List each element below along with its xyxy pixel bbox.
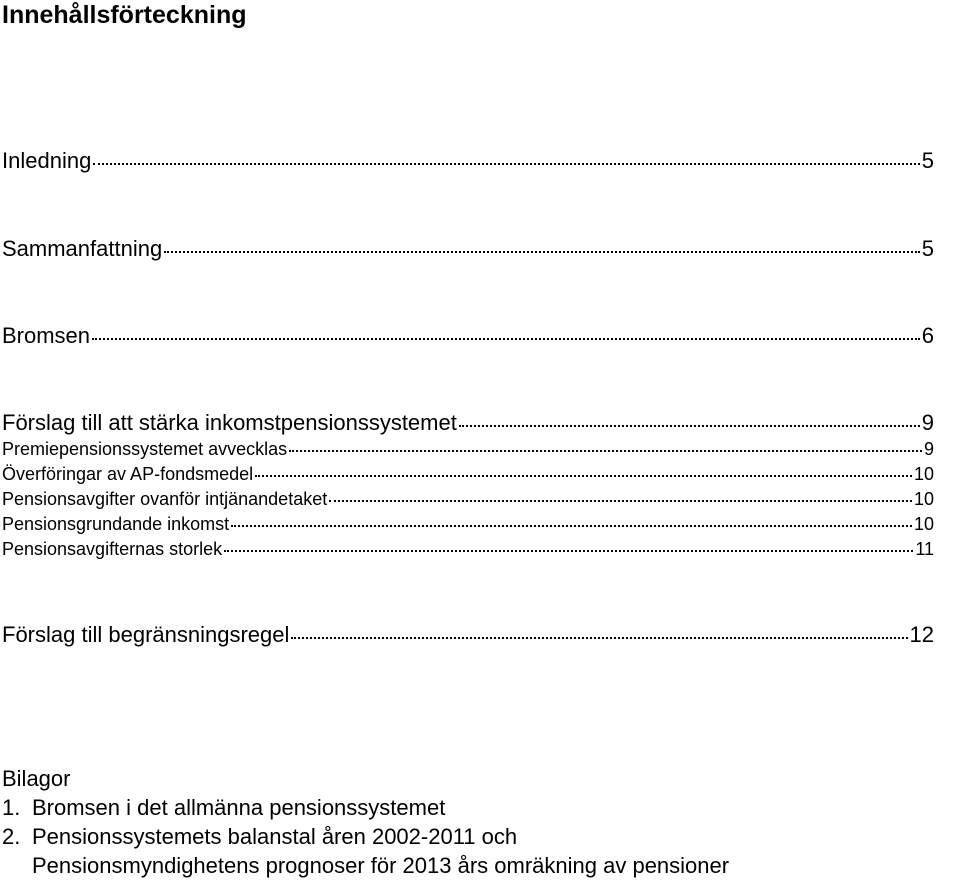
appendix-title-continuation: Pensionsmyndighetens prognoser för 2013 års omräkning av pensioner [32,853,730,878]
dot-leader [92,338,920,340]
appendix-item-1 [2,793,729,822]
appendix-title: Pensionssystemets balanstal åren 2002-2011 och [32,824,518,849]
toc-entry-page-number: 12 [909,622,934,647]
dot-leader [231,525,912,527]
appendix-number: 2. [2,824,21,849]
toc-entry-page-number: 9 [921,410,934,435]
appendix-title: Bromsen i det allmänna pensionssystemet [32,795,446,820]
dot-leader [329,500,912,502]
dot-leader [164,251,920,253]
appendix-heading: Bilagor [2,766,71,791]
toc-entry-label: Sammanfattning [2,236,163,261]
toc-entry-sammanfattning[interactable] [2,236,934,262]
toc-entry-bromsen[interactable] [2,323,934,349]
toc-entry-page-number: 5 [921,236,934,261]
toc-entry-label: Premiepensionssystemet avvecklas [2,439,288,459]
appendix-number: 1. [2,795,21,820]
toc-entry-label: Förslag till begränsningsregel [2,622,290,647]
toc-subentry-premiepension[interactable] [2,438,934,460]
dot-leader [224,550,913,552]
dot-leader [255,475,912,477]
toc-entry-page-number: 5 [921,148,934,173]
toc-entry-label: Förslag till att stärka inkomstpensionssystemet [2,410,457,435]
dot-leader [291,637,907,639]
toc-entry-label: Inledning [2,148,92,173]
toc-entry-page-number: 11 [915,539,934,559]
toc-entry-begransningsregel[interactable] [2,622,934,648]
dot-leader [459,425,920,427]
toc-entry-label: Överföringar av AP-fondsmedel [2,464,254,484]
toc-subentry-pensionsavgifternas-storlek[interactable] [2,538,934,560]
toc-entry-page-number: 10 [913,514,934,534]
toc-entry-page-number: 10 [913,464,934,484]
toc-entry-inledning[interactable] [2,148,934,174]
toc-subentry-ap-fondsmedel[interactable] [2,463,934,485]
toc-entry-label: Pensionsgrundande inkomst [2,514,230,534]
toc-entry-forslag-inkomstpension[interactable] [2,410,934,436]
toc-entry-page-number: 9 [923,439,934,459]
appendix-item-2-continuation [2,851,729,880]
appendix-item-2 [2,822,729,851]
toc-entry-label: Pensionsavgifter ovanför intjänandetaket [2,489,328,509]
dot-leader [93,163,919,165]
toc-entry-page-number: 6 [921,323,934,348]
toc-subentry-pensionsgrundande-inkomst[interactable] [2,513,934,535]
appendix-list [2,764,729,880]
toc-entry-page-number: 10 [913,489,934,509]
toc-subentry-intjanandetaket[interactable] [2,488,934,510]
toc-entry-label: Bromsen [2,323,91,348]
page-title: Innehållsförteckning [2,1,247,29]
dot-leader [289,450,922,452]
toc-entry-label: Pensionsavgifternas storlek [2,539,223,559]
